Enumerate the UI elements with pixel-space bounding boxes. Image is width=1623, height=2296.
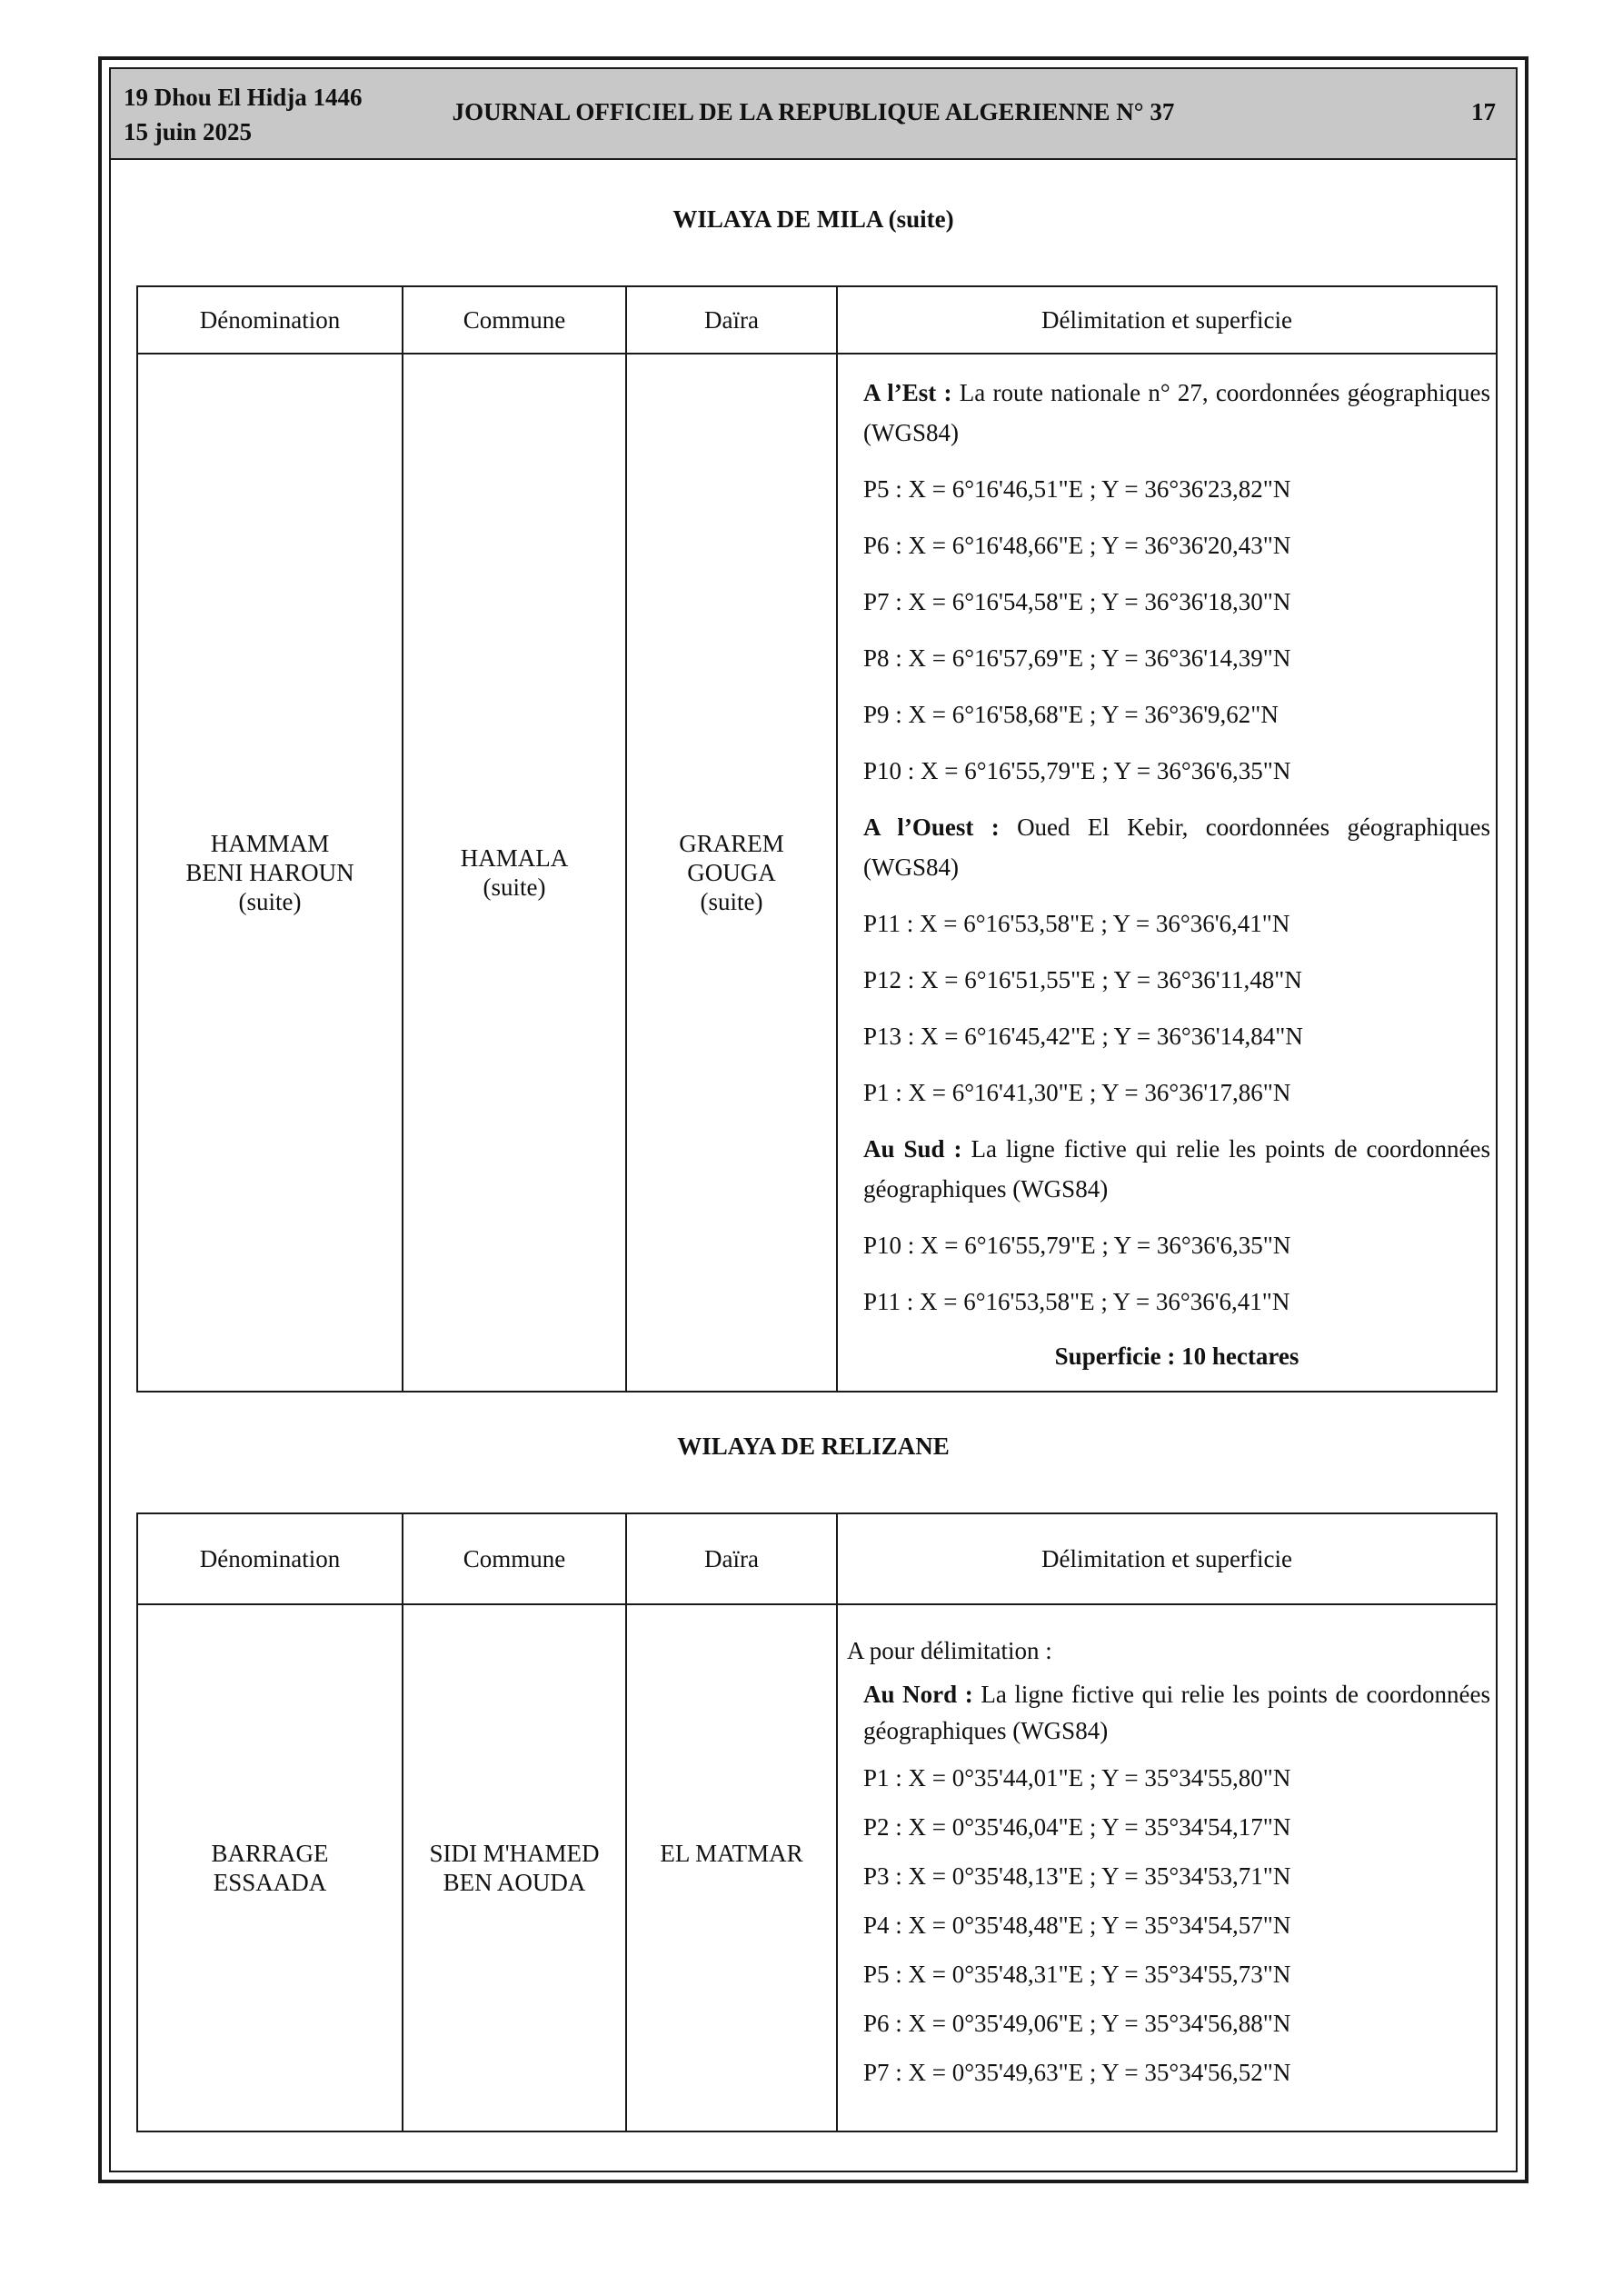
col-header-denomination: Dénomination [137, 1513, 403, 1604]
coordinate-point: P7 : X = 0°35'49,63"E ; Y = 35°34'56,52"N [863, 2059, 1291, 2086]
table-header-row [137, 1513, 1497, 1604]
col-header-daira: Daïra [626, 1513, 837, 1604]
commune-line: HAMALA [460, 844, 569, 872]
delimitation-cell [837, 1604, 1497, 2131]
sud-paragraph [863, 1129, 1490, 1209]
coordinate-point: P6 : X = 0°35'49,06"E ; Y = 35°34'56,88"N [863, 2010, 1291, 2037]
col-header-delimitation: Délimitation et superficie [837, 1513, 1497, 1604]
coordinate-point: P5 : X = 6°16'46,51"E ; Y = 36°36'23,82"N [863, 475, 1291, 503]
nord-text: La ligne fictive qui relie les points de coordonnées géographiques (WGS84) [863, 1681, 1490, 1744]
table-row [137, 1604, 1497, 2131]
coordinate-point: P9 : X = 6°16'58,68"E ; Y = 36°36'9,62"N [863, 701, 1279, 728]
est-label: A l’Est : [863, 379, 952, 406]
daira-line: (suite) [700, 888, 763, 915]
col-header-commune: Commune [403, 1513, 626, 1604]
coordinate-point: P8 : X = 6°16'57,69"E ; Y = 36°36'14,39"N [863, 644, 1291, 672]
page-number: 17 [1471, 98, 1496, 125]
coordinate-point: P5 : X = 0°35'48,31"E ; Y = 35°34'55,73"N [863, 1961, 1291, 1988]
delimitation-intro: A pour délimitation : [847, 1637, 1052, 1664]
daira-cell [626, 354, 837, 1392]
denomination-cell [137, 1604, 403, 2131]
coordinate-point: P7 : X = 6°16'54,58"E ; Y = 36°36'18,30"N [863, 588, 1291, 615]
journal-title: JOURNAL OFFICIEL DE LA REPUBLIQUE ALGERIENNE N° 37 [452, 98, 1175, 125]
daira-line: EL MATMAR [660, 1840, 803, 1867]
daira-cell [626, 1604, 837, 2131]
est-text: La route nationale n° 27, coordonnées géographiques (WGS84) [863, 379, 1491, 446]
col-header-denomination: Dénomination [137, 286, 403, 354]
coordinate-point: P1 : X = 6°16'41,30"E ; Y = 36°36'17,86"N [863, 1079, 1291, 1106]
denomination-line: ESSAADA [213, 1869, 327, 1896]
date-gregorian: 15 juin 2025 [124, 118, 253, 145]
col-header-commune: Commune [403, 286, 626, 354]
ouest-label: A l’Ouest : [863, 814, 1000, 841]
table-relizane [136, 1512, 1498, 2132]
section-title-mila: WILAYA DE MILA (suite) [672, 205, 954, 233]
commune-line: BEN AOUDA [443, 1869, 586, 1896]
delimitation-cell [837, 354, 1497, 1392]
daira-line: GOUGA [687, 859, 776, 886]
table-header-row [137, 286, 1497, 354]
ouest-text: Oued El Kebir, coordonnées géographiques (WGS84) [863, 814, 1490, 881]
coordinate-point: P3 : X = 0°35'48,13"E ; Y = 35°34'53,71"N [863, 1862, 1291, 1890]
commune-line: (suite) [483, 873, 546, 901]
coordinate-point: P1 : X = 0°35'44,01"E ; Y = 35°34'55,80"N [863, 1764, 1291, 1792]
coordinate-point: P6 : X = 6°16'48,66"E ; Y = 36°36'20,43"N [863, 532, 1291, 559]
nord-label: Au Nord : [863, 1681, 973, 1708]
commune-cell [403, 354, 626, 1392]
coordinate-point: P10 : X = 6°16'55,79"E ; Y = 36°36'6,35"N [863, 757, 1291, 784]
denomination-line: BENI HAROUN [185, 859, 354, 886]
daira-line: GRAREM [679, 830, 784, 857]
page-header [111, 69, 1516, 160]
coordinate-point: P10 : X = 6°16'55,79"E ; Y = 36°36'6,35"N [863, 1232, 1291, 1259]
commune-cell [403, 1604, 626, 2131]
page-inner-frame [109, 67, 1518, 2172]
denomination-line: BARRAGE [211, 1840, 329, 1867]
coordinate-point: P4 : X = 0°35'48,48"E ; Y = 35°34'54,57"N [863, 1912, 1291, 1939]
nord-paragraph [863, 1676, 1490, 1749]
coordinate-point: P2 : X = 0°35'46,04"E ; Y = 35°34'54,17"N [863, 1813, 1291, 1841]
col-header-delimitation: Délimitation et superficie [837, 286, 1497, 354]
est-paragraph [863, 373, 1490, 453]
commune-line: SIDI M'HAMED [429, 1840, 600, 1867]
section-title-relizane: WILAYA DE RELIZANE [677, 1433, 950, 1460]
coordinate-point: P11 : X = 6°16'53,58"E ; Y = 36°36'6,41"N [863, 1288, 1290, 1315]
coordinate-point: P11 : X = 6°16'53,58"E ; Y = 36°36'6,41"N [863, 910, 1290, 937]
denomination-cell [137, 354, 403, 1392]
denomination-line: (suite) [238, 888, 302, 915]
coordinate-point: P12 : X = 6°16'51,55"E ; Y = 36°36'11,48"N [863, 966, 1302, 993]
date-hijri: 19 Dhou El Hidja 1446 [124, 84, 363, 111]
table-mila [136, 285, 1498, 1393]
page-frame [98, 56, 1528, 2183]
col-header-daira: Daïra [626, 286, 837, 354]
superficie: Superficie : 10 hectares [1054, 1343, 1299, 1370]
sud-label: Au Sud : [863, 1135, 962, 1163]
table-row [137, 354, 1497, 1392]
ouest-paragraph [863, 807, 1490, 887]
coordinate-point: P13 : X = 6°16'45,42"E ; Y = 36°36'14,84"N [863, 1023, 1303, 1050]
denomination-line: HAMMAM [210, 830, 330, 857]
sud-text: La ligne fictive qui relie les points de coordonnées géographiques (WGS84) [863, 1135, 1490, 1203]
